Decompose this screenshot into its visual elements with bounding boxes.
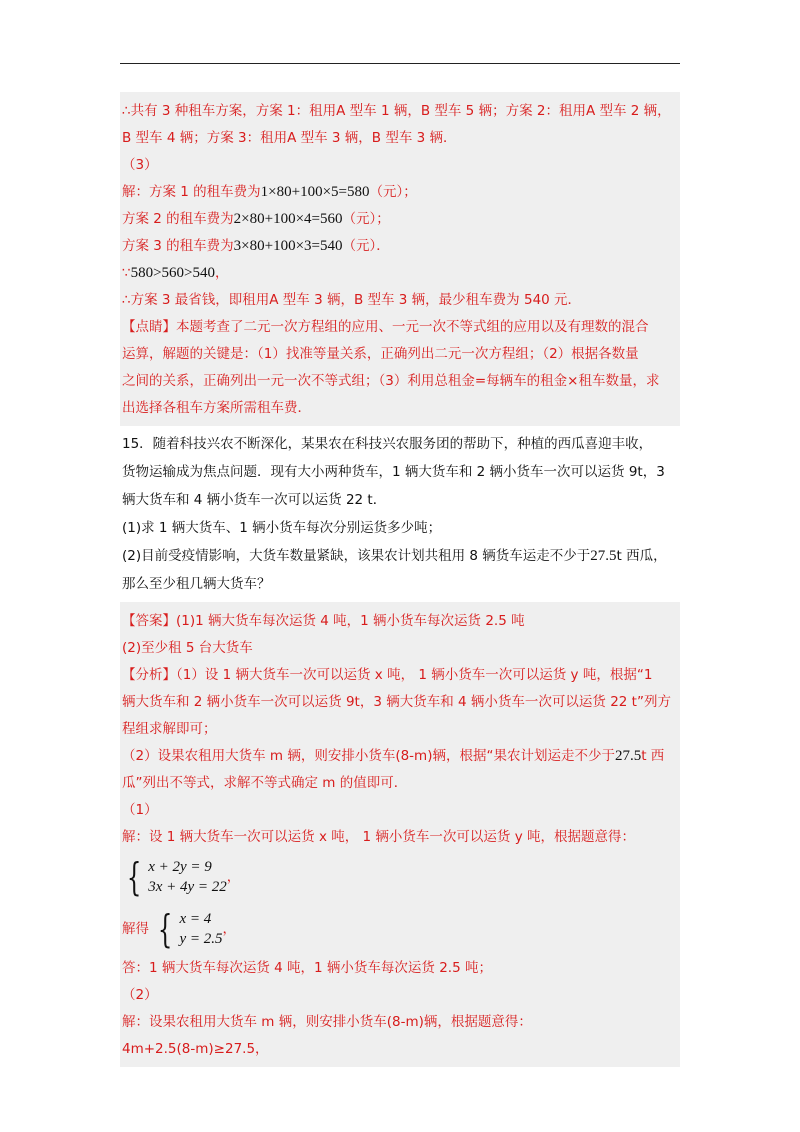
brace-symbol: { <box>126 855 142 899</box>
header-rule <box>120 63 680 64</box>
analysis-line-5: 瓜”列出不等式，求解不等式确定 m 的值即可． <box>122 775 408 791</box>
plan-2-cost: 方案 2 的租车费为2×80+100×4=560（元）； <box>122 211 390 227</box>
analysis-line-4: （2）设果农租用大货车 m 辆，则安排小货车(8-m)辆，根据“果农计划运走不少于27.5t 西 <box>122 748 665 764</box>
solution-setup-2: 解：设果农租用大货车 m 辆，则安排小货车(8-m)辆，根据题意得： <box>122 1014 532 1030</box>
solution-y: y = 2.5 <box>179 931 223 947</box>
comment-line-1: 【点睛】本题考查了二元一次方程组的应用、一元一次不等式组的应用以及有理数的混合 <box>122 319 649 335</box>
question-15-block <box>120 426 680 602</box>
equation-2: 3x + 4y = 22 <box>148 879 227 895</box>
solution-part-block <box>120 92 680 426</box>
answer-2: (2)至少租 5 台大货车 <box>122 640 253 656</box>
answer-statement-1: 答：1 辆大货车每次运货 4 吨，1 辆小货车每次运货 2.5 吨； <box>122 960 492 976</box>
analysis-line-1: 【分析】（1）设 1 辆大货车一次可以运货 x 吨， 1 辆小货车一次可以运货 y 吨，根据“1 <box>122 667 653 683</box>
question-sub-2: (2)目前受疫情影响，大货车数量紧缺，该果农计划共租用 8 辆货车运走不少于27.5t 西瓜， <box>122 548 667 564</box>
plan-3-cost: 方案 3 的租车费为3×80+100×3=540（元）． <box>122 238 390 254</box>
question-sub-2-cont: 那么至少租几辆大货车？ <box>122 576 271 592</box>
analysis-line-2: 辆大货车和 2 辆小货车一次可以运货 9t，3 辆大货车和 4 辆小货车一次可以运货 22 t”列方 <box>122 694 671 710</box>
comment-line-3: 之间的关系，正确列出一元一次不等式组；（3）利用总租金=每辆车的租金×租车数量，求 <box>122 373 660 389</box>
comment-line-2: 运算，解题的关键是：（1）找准等量关系，正确列出二元一次方程组；（2）根据各数量 <box>122 346 639 362</box>
part-3-label: （3） <box>122 157 158 173</box>
question-line-1: 15．随着科技兴农不断深化，某果农在科技兴农服务团的帮助下，种植的西瓜喜迎丰收， <box>122 436 653 452</box>
question-line-3: 辆大货车和 4 辆小货车一次可以运货 22 t． <box>122 492 387 508</box>
cost-comparison: ∵580>560>540， <box>122 265 229 281</box>
cheapest-plan-conclusion: ∴方案 3 最省钱，即租用A 型车 3 辆，B 型车 3 辆，最少租车费为 540 元． <box>122 292 582 308</box>
analysis-line-3: 程组求解即可； <box>122 721 217 737</box>
solution-setup-1: 解：设 1 辆大货车一次可以运货 x 吨， 1 辆小货车一次可以运货 y 吨，根据题意得： <box>122 829 635 845</box>
equation-system: { x + 2y = 9 3x + 4y = 22 ， <box>126 855 241 899</box>
part-2-label: （2） <box>122 987 158 1003</box>
equation-1: x + 2y = 9 <box>148 859 212 875</box>
part-1-label: （1） <box>122 802 158 818</box>
question-sub-1: (1)求 1 辆大货车、1 辆小货车每次分别运货多少吨； <box>122 520 442 536</box>
solution-system: 解得 { x = 4 y = 2.5 ， <box>122 907 237 951</box>
solution-x: x = 4 <box>179 911 212 927</box>
brace-symbol: { <box>158 907 173 951</box>
plan-summary-line-2: B 型车 4 辆；方案 3：租用A 型车 3 辆，B 型车 3 辆． <box>122 130 457 146</box>
question-line-2: 货物运输成为焦点问题．现有大小两种货车，1 辆大货车和 2 辆小货车一次可以运货 9t，3 <box>122 464 665 480</box>
plan-summary-line-1: ∴共有 3 种租车方案，方案 1：租用A 型车 1 辆，B 型车 5 辆；方案 2：租用A 型车 2 辆， <box>122 103 671 119</box>
comment-line-4: 出选择各租车方案所需租车费． <box>122 400 311 416</box>
document-page <box>120 92 680 1067</box>
answer-block <box>120 602 680 1067</box>
inequality: 4m+2.5(8-m)≥27.5， <box>122 1041 269 1057</box>
plan-1-cost: 解：方案 1 的租车费为1×80+100×5=580（元）； <box>122 184 417 200</box>
answer-1: 【答案】(1)1 辆大货车每次运货 4 吨，1 辆小货车每次运货 2.5 吨 <box>122 613 525 629</box>
